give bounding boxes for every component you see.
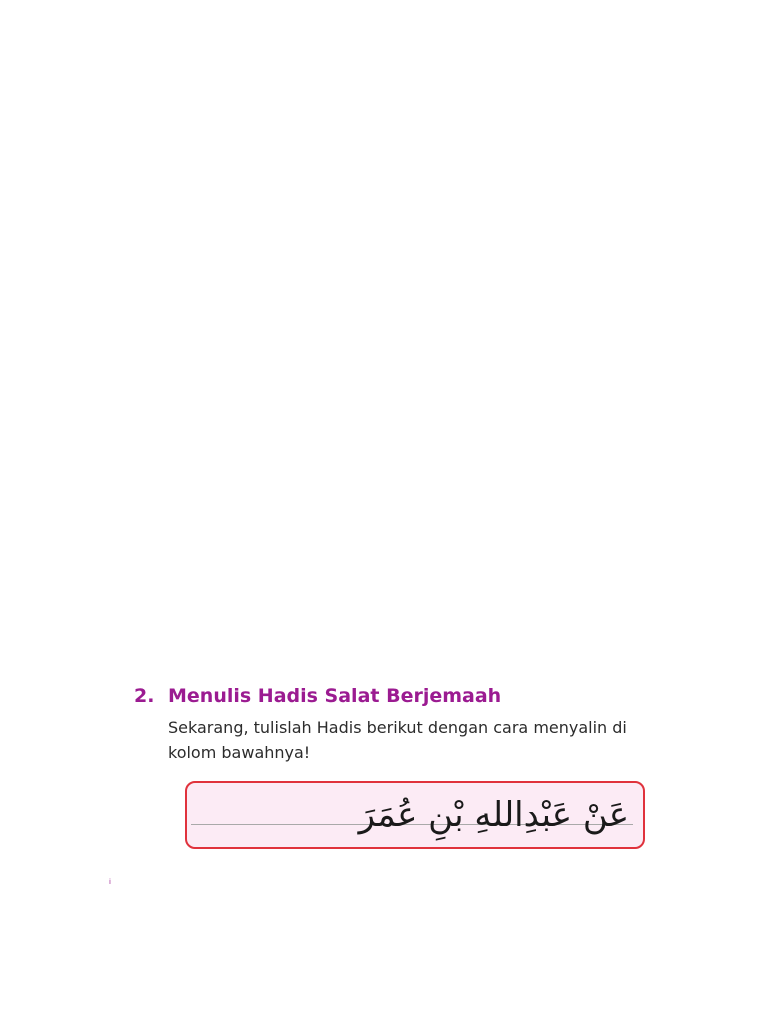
instruction-text: Sekarang, tulislah Hadis berikut dengan cara menyalin di kolom bawahnya!	[168, 718, 627, 762]
section-heading	[134, 683, 654, 709]
exercise-section	[134, 683, 654, 765]
section-number: 2.	[134, 685, 155, 707]
page-mark: i	[109, 878, 111, 886]
hadith-copy-box	[185, 781, 645, 849]
hadith-arabic-text: عَنْ عَبْدِاللهِ بْنِ عُمَرَ	[358, 795, 629, 835]
section-title: Menulis Hadis Salat Berjemaah	[168, 685, 502, 707]
